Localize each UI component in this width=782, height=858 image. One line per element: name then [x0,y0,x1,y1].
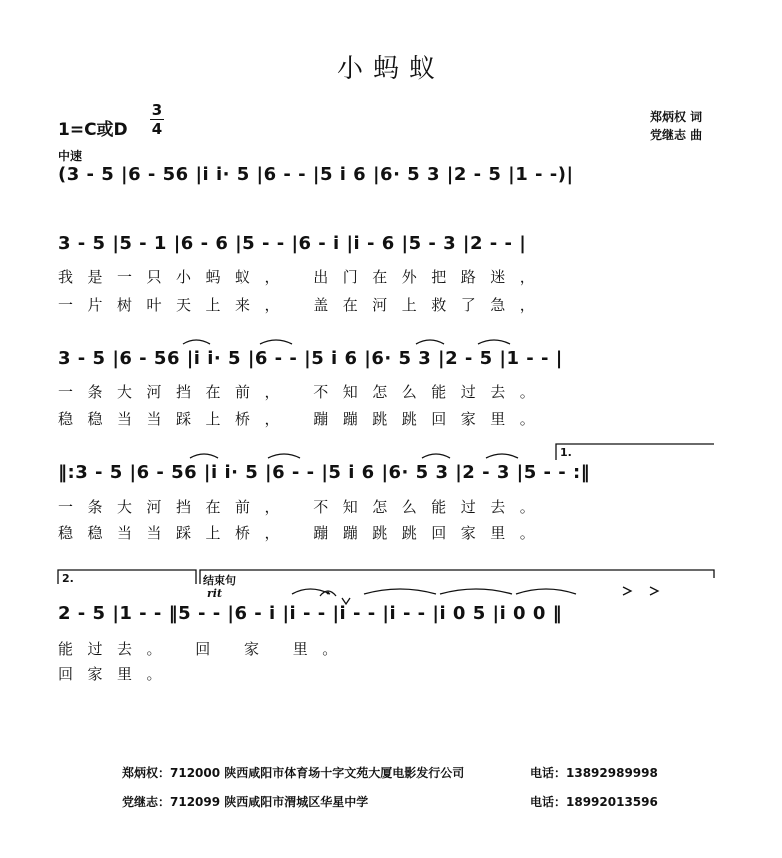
accent-mark [650,587,658,595]
ending-label: 结束句 [203,574,236,587]
footer-composer-phone: 电话：18992013596 [530,795,658,809]
notation-row-chorus: 3 - 5 |6 - 56 |i i· 5 |6 - - |5 i 6 |6· 5 3 |2 - 5 |1 - - | [58,348,563,369]
fermata-dot [327,592,330,595]
notation-row-intro: (3 - 5 |6 - 56 |i i· 5 |6 - - |5 i 6 |6· 5 3 |2 - 5 |1 - -)| [58,164,574,185]
ending-bracket [200,570,714,584]
lyric-line: 我是一只小蚂蚁， 出门在外把路迷， [58,268,550,286]
slur-mark [486,454,518,458]
tie-mark [364,589,436,594]
notation-row-ending: 2 - 5 |1 - - ‖5 - - |6 - i |i - - |i - - |i - - |i 0 5 |i 0 0 ‖ [58,603,563,624]
volta-1-bracket [556,444,714,460]
notation-row-verse: 3 - 5 |5 - 1 |6 - 6 |5 - - |6 - i |i - 6 |5 - 3 |2 - - | [58,233,527,254]
tie-mark [440,589,512,594]
accent-mark [623,587,631,595]
lyric-line: 稳稳当当踩上桥， 蹦蹦跳跳回家里。 [58,524,550,542]
key-signature: 1=C或D [58,120,128,140]
lyric-line: 一条大河挡在前， 不知怎么能过去。 [58,383,550,401]
lyric-line: 能过去。 回 家 里。 [58,640,352,658]
breath-mark [342,598,350,604]
slur-mark [190,454,218,458]
tempo-marking: 中速 [58,149,83,163]
lyricist-credit: 郑炳权 词 [650,110,703,124]
slur-mark [260,340,292,344]
volta-1-label: 1. [560,446,572,459]
volta-2-label: 2. [62,572,74,585]
lyric-line: 一片树叶天上来， 盖在河上救了急， [58,296,550,314]
notation-row-repeat: ‖:3 - 5 |6 - 56 |i i· 5 |6 - - |5 i 6 |6· 5 3 |2 - 3 |5 - - :‖ [58,462,591,483]
slur-mark [478,340,510,344]
time-signature-bottom: 4 [151,120,163,138]
volta-2-bracket [58,570,196,584]
tie-mark [516,589,576,594]
slur-mark [422,454,450,458]
lyric-line: 一条大河挡在前， 不知怎么能过去。 [58,498,550,516]
slur-mark [183,340,210,344]
lyric-line: 稳稳当当踩上桥， 蹦蹦跳跳回家里。 [58,410,550,428]
ritardando-marking: rit [207,587,223,600]
song-title: 小蚂蚁 [336,54,445,84]
footer-lyricist-address: 郑炳权：712000 陕西咸阳市体育场十字文苑大厦电影发行公司 [122,766,465,780]
slur-mark [416,340,444,344]
time-signature-top: 3 [151,101,163,119]
slur-mark [268,454,300,458]
footer-lyricist-phone: 电话：13892989998 [530,766,658,780]
composer-credit: 党继志 曲 [650,128,703,142]
lyric-line: 回家里。 [58,665,177,683]
footer-composer-address: 党继志：712099 陕西咸阳市渭城区华星中学 [122,795,369,809]
